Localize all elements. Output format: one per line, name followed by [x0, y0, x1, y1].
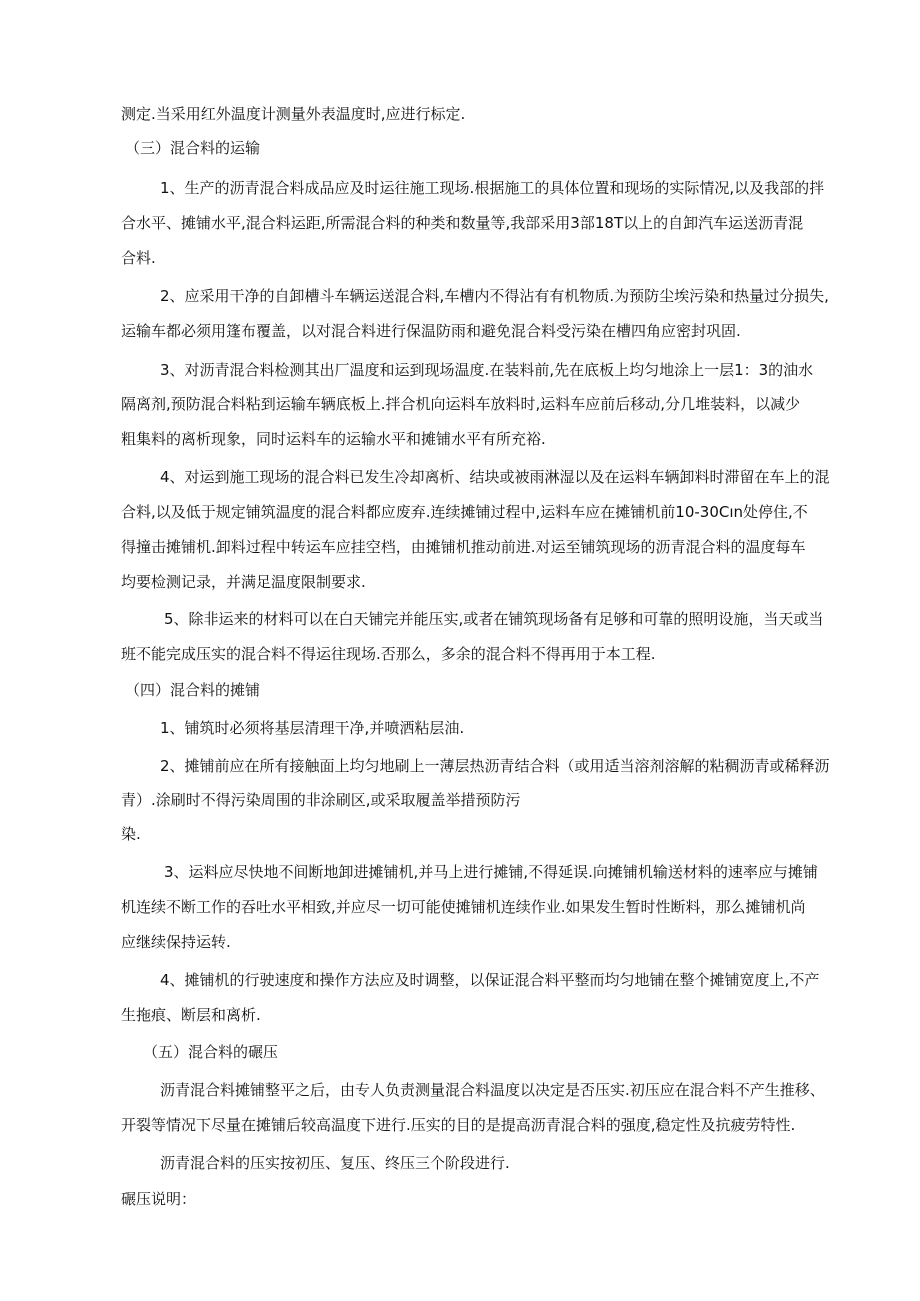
- text-line: 合料.: [121, 249, 156, 267]
- text-line: 隔离剂,预防混合料粘到运输车辆底板上.拌合机向运料车放料时,运料车应前后移动,分几堆装料，以减少: [121, 395, 801, 413]
- text-line: 4、对运到施工现场的混合料已发生冷却离析、结块或被雨淋湿以及在运料车辆卸料时滞留在车上的混: [160, 468, 830, 486]
- text-line: 开裂等情况下尽量在摊铺后较高温度下进行.压实的目的是提高沥青混合料的强度,稳定性及抗疲劳特性.: [121, 1116, 796, 1134]
- text-line: 测定.当采用红外温度计测量外表温度时,应进行标定.: [121, 105, 466, 123]
- text-line: 运输车都必须用篷布覆盖，以对混合料进行保温防雨和避免混合料受污染在槽四角应密封巩固.: [121, 322, 741, 340]
- text-line: 碾压说明：: [121, 1190, 197, 1208]
- text-line: 1、生产的沥青混合料成品应及时运往施工现场.根据施工的具体位置和现场的实际情况,以及我部的拌: [160, 179, 825, 197]
- text-line: 合料,以及低于规定铺筑温度的混合料都应废弃.连续摊铺过程中,运料车应在摊铺机前10-30Cın处停住,不: [121, 503, 808, 521]
- text-line: 2、应采用干净的自卸槽斗车辆运送混合料,车槽内不得沾有有机物质.为预防尘埃污染和热量过分损失,: [160, 287, 829, 305]
- text-line: 沥青混合料的压实按初压、复压、终压三个阶段进行.: [160, 1154, 510, 1172]
- text-line: 均要检测记录，并满足温度限制要求.: [121, 573, 366, 591]
- text-line: 合水平、摊铺水平,混合料运距,所需混合料的种类和数量等,我部采用3部18T以上的自卸汽车运送沥青混: [121, 214, 804, 232]
- text-line: 青）.涂刷时不得污染周围的非涂刷区,或采取履盖举措预防污: [121, 791, 521, 809]
- text-line: 班不能完成压实的混合料不得运往现场.否那么，多余的混合料不得再用于本工程.: [121, 645, 656, 663]
- text-line: 得撞击摊铺机.卸料过程中转运车应挂空档，由摊铺机推动前进.对运至铺筑现场的沥青混合料的温度每车: [121, 538, 806, 556]
- text-line: 生拖痕、断层和离析.: [121, 1006, 261, 1024]
- text-line: 2、摊铺前应在所有接触面上均匀地刷上一薄层热沥青结合料（或用适当溶剂溶解的粘稠沥青或稀释沥: [160, 757, 830, 775]
- section-heading: （四）混合料的摊铺: [125, 681, 261, 699]
- text-line: 染.: [121, 825, 141, 843]
- text-line: 粗集料的离析现象，同时运料车的运输水平和摊铺水平有所充裕.: [121, 430, 546, 448]
- text-line: 3、对沥青混合料检测其出厂温度和运到现场温度.在装料前,先在底板上均匀地涂上一层1：3的油水: [160, 361, 814, 379]
- text-line: 4、摊铺机的行驶速度和操作方法应及时调整，以保证混合料平整而均匀地铺在整个摊铺宽度上,不产: [160, 971, 820, 989]
- text-line: 3、运料应尽快地不间断地卸进摊铺机,并马上进行摊铺,不得延误.向摊铺机输送材料的速率应与摊铺: [164, 863, 818, 881]
- text-line: 机连续不断工作的吞吐水平相致,并应尽一切可能使摊铺机连续作业.如果发生暂时性断料，那么摊铺机尚: [121, 898, 806, 916]
- text-line: 5、除非运来的材料可以在白天铺完并能压实,或者在铺筑现场备有足够和可靠的照明设施，当天或当: [164, 610, 824, 628]
- text-line: 沥青混合料摊铺整平之后，由专人负责测量混合料温度以决定是否压实.初压应在混合料不产生推移、: [160, 1081, 825, 1099]
- section-heading: （三）混合料的运输: [125, 139, 261, 157]
- section-heading: （五）混合料的碾压: [143, 1043, 279, 1061]
- text-line: 应继续保持运转.: [121, 933, 231, 951]
- text-line: 1、铺筑时必须将基层清理干净,并喷洒粘层油.: [160, 719, 465, 737]
